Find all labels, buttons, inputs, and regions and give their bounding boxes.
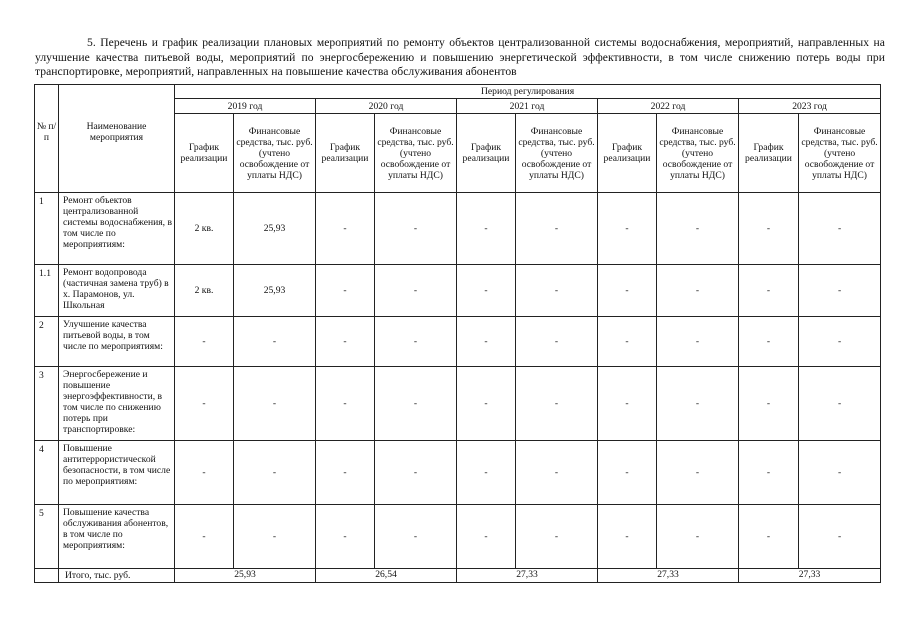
table-row (35, 265, 881, 317)
header-year: 2023 год (739, 99, 881, 114)
header-year: 2021 год (457, 99, 598, 114)
funds-cell: - (234, 317, 316, 367)
header-schedule: График реализации (457, 114, 516, 193)
header-year: 2020 год (316, 99, 457, 114)
header-funds: Финансовые средства, тыс. руб. (учтено освобождение от уплаты НДС) (516, 114, 598, 193)
schedule-cell: - (175, 367, 234, 441)
total-label: Итого, тыс. руб. (59, 569, 175, 583)
row-number: 3 (35, 367, 59, 441)
funds-cell: - (799, 317, 881, 367)
funds-cell: - (234, 367, 316, 441)
schedule-cell: - (739, 367, 799, 441)
header-period: Период регулирования (175, 85, 881, 99)
funds-cell: - (234, 441, 316, 505)
schedule-cell: - (316, 193, 375, 265)
total-value: 27,33 (739, 569, 881, 583)
total-num-cell (35, 569, 59, 583)
schedule-cell: - (457, 193, 516, 265)
schedule-cell: - (175, 505, 234, 569)
schedule-cell: - (739, 505, 799, 569)
header-funds: Финансовые средства, тыс. руб. (учтено освобождение от уплаты НДС) (657, 114, 739, 193)
funds-cell: - (657, 505, 739, 569)
funds-cell: - (516, 367, 598, 441)
total-value: 27,33 (598, 569, 739, 583)
row-name: Повышение антитеррористической безопасности, в том числе по мероприятиям: (59, 441, 175, 505)
schedule-cell: - (457, 441, 516, 505)
row-number: 1.1 (35, 265, 59, 317)
schedule-cell: - (175, 317, 234, 367)
schedule-cell: - (316, 505, 375, 569)
funds-cell: - (375, 505, 457, 569)
funds-cell: - (375, 317, 457, 367)
schedule-cell: - (739, 441, 799, 505)
header-schedule: График реализации (739, 114, 799, 193)
funds-cell: - (375, 193, 457, 265)
schedule-cell: - (598, 193, 657, 265)
header-year: 2019 год (175, 99, 316, 114)
funds-cell: - (799, 265, 881, 317)
header-year: 2022 год (598, 99, 739, 114)
header-schedule: График реализации (598, 114, 657, 193)
schedule-cell: - (316, 265, 375, 317)
funds-cell: - (516, 441, 598, 505)
plan-table (34, 84, 881, 583)
table-row (35, 505, 881, 569)
funds-cell: 25,93 (234, 265, 316, 317)
funds-cell: - (516, 193, 598, 265)
schedule-cell: - (316, 441, 375, 505)
funds-cell: - (516, 265, 598, 317)
funds-cell: - (799, 441, 881, 505)
schedule-cell: 2 кв. (175, 193, 234, 265)
row-number: 1 (35, 193, 59, 265)
funds-cell: - (657, 265, 739, 317)
schedule-cell: - (598, 367, 657, 441)
header-funds: Финансовые средства, тыс. руб. (учтено освобождение от уплаты НДС) (234, 114, 316, 193)
total-value: 26,54 (316, 569, 457, 583)
row-name: Ремонт объектов централизованной системы водоснабжения, в том числе по мероприятиям: (59, 193, 175, 265)
schedule-cell: - (316, 317, 375, 367)
funds-cell: - (516, 505, 598, 569)
funds-cell: - (799, 505, 881, 569)
schedule-cell: - (316, 367, 375, 441)
table-row (35, 193, 881, 265)
funds-cell: - (657, 367, 739, 441)
row-name: Энергосбережение и повышение энергоэффективности, в том числе по снижению потерь при транспортировке: (59, 367, 175, 441)
header-funds: Финансовые средства, тыс. руб. (учтено освобождение от уплаты НДС) (375, 114, 457, 193)
funds-cell: - (375, 367, 457, 441)
schedule-cell: - (739, 317, 799, 367)
total-value: 25,93 (175, 569, 316, 583)
schedule-cell: 2 кв. (175, 265, 234, 317)
row-name: Повышение качества обслуживания абонентов, в том числе по мероприятиям: (59, 505, 175, 569)
schedule-cell: - (175, 441, 234, 505)
total-value: 27,33 (457, 569, 598, 583)
funds-cell: - (375, 441, 457, 505)
schedule-cell: - (598, 441, 657, 505)
funds-cell: - (375, 265, 457, 317)
total-row (35, 569, 881, 583)
funds-cell: 25,93 (234, 193, 316, 265)
schedule-cell: - (739, 193, 799, 265)
table-row (35, 441, 881, 505)
schedule-cell: - (739, 265, 799, 317)
schedule-cell: - (457, 317, 516, 367)
schedule-cell: - (598, 317, 657, 367)
row-name: Улучшение качества питьевой воды, в том числе по мероприятиям: (59, 317, 175, 367)
header-schedule: График реализации (316, 114, 375, 193)
schedule-cell: - (457, 367, 516, 441)
header-schedule: График реализации (175, 114, 234, 193)
row-number: 2 (35, 317, 59, 367)
funds-cell: - (234, 505, 316, 569)
funds-cell: - (657, 441, 739, 505)
schedule-cell: - (457, 265, 516, 317)
funds-cell: - (799, 193, 881, 265)
funds-cell: - (799, 367, 881, 441)
table-row (35, 317, 881, 367)
schedule-cell: - (457, 505, 516, 569)
row-name: Ремонт водопровода (частичная замена труб) в х. Парамонов, ул. Школьная (59, 265, 175, 317)
schedule-cell: - (598, 505, 657, 569)
row-number: 4 (35, 441, 59, 505)
row-number: 5 (35, 505, 59, 569)
table-row (35, 367, 881, 441)
funds-cell: - (516, 317, 598, 367)
header-num: № п/п (35, 85, 59, 193)
section-heading: 5. Перечень и график реализации плановых мероприятий по ремонту объектов централизованной системы водоснабжения, мероприятий, направленных на улучшение качества питьевой воды, мероприятий по энергосбережению и повышению энергетической эффективности, в том числе снижению потерь воды при транспортировке, мероприятий, направленных на повышение качества обслуживания абонентов (35, 36, 885, 78)
table-body (35, 193, 881, 583)
schedule-cell: - (598, 265, 657, 317)
header-name: Наименование мероприятия (59, 85, 175, 193)
header-funds: Финансовые средства, тыс. руб. (учтено освобождение от уплаты НДС) (799, 114, 881, 193)
funds-cell: - (657, 193, 739, 265)
funds-cell: - (657, 317, 739, 367)
